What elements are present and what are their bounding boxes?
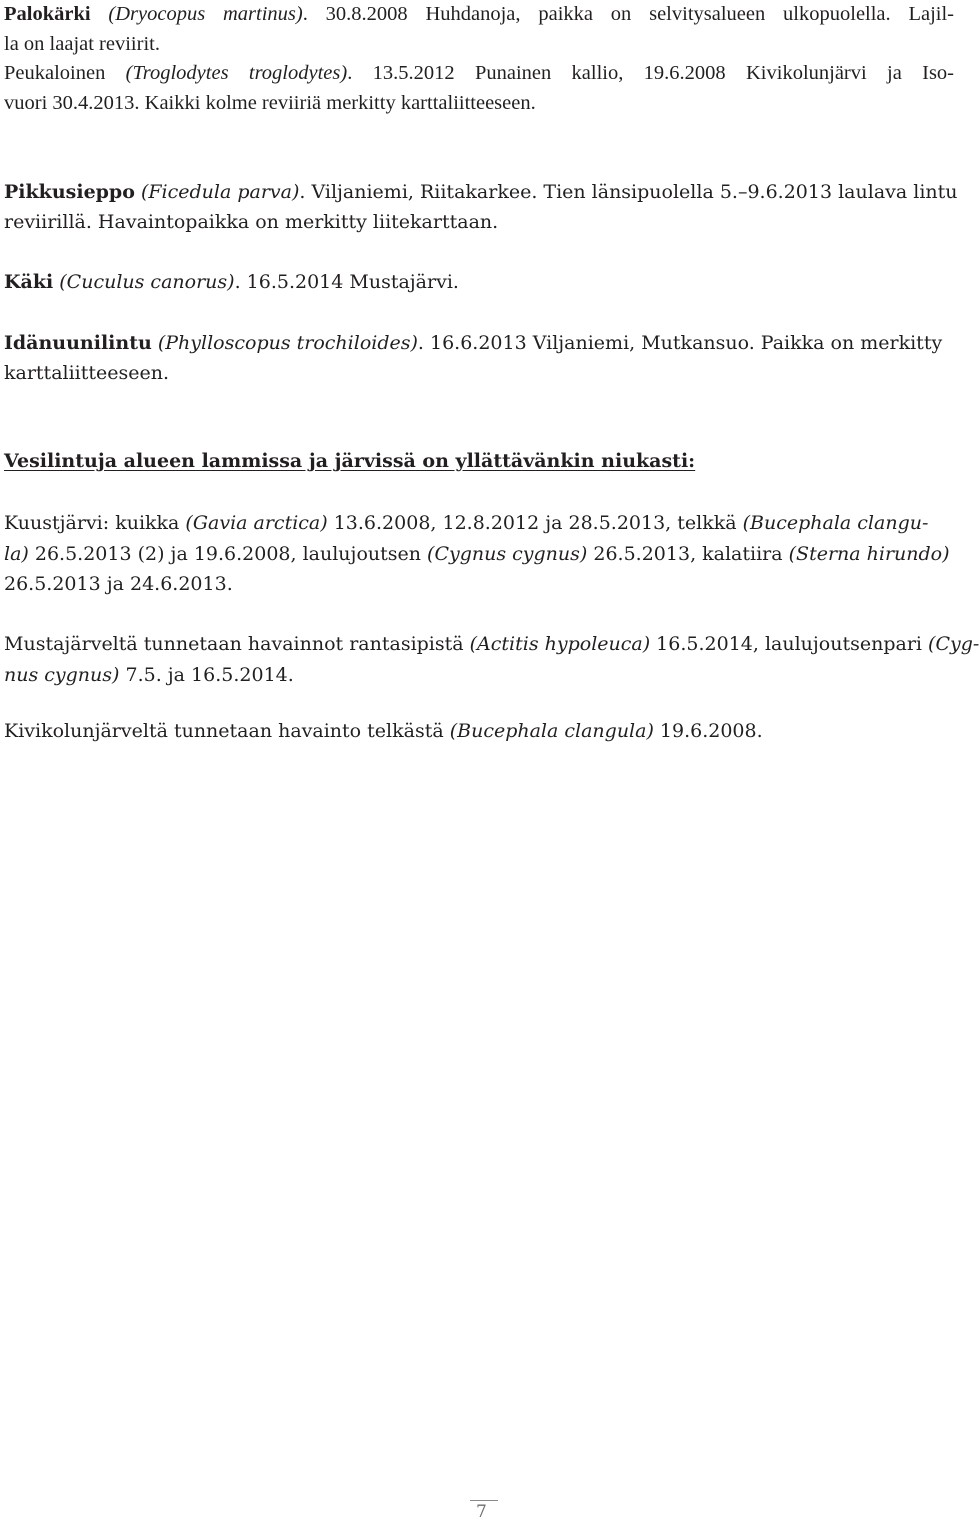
species-name: Palokärki	[4, 3, 91, 25]
paragraph-text: karttaliitteeseen.	[4, 362, 170, 384]
paragraph-text: 16.5.2014, laulujoutsenpari	[650, 633, 929, 655]
paragraph-text: 26.5.2013 ja 24.6.2013.	[4, 573, 233, 595]
paragraph-kuustjarvi	[4, 508, 954, 600]
species-name: Peukaloinen	[4, 62, 106, 84]
species-name: Käki	[4, 271, 54, 293]
paragraph-text: 19.6.2008.	[653, 720, 763, 742]
scientific-name: (Cyg-	[928, 633, 979, 655]
paragraph-text: la on laajat reviirit.	[4, 32, 160, 55]
scientific-name: (Bucephala clangula)	[449, 720, 654, 742]
scientific-name: (Actitis hypoleuca)	[469, 633, 651, 655]
scientific-name: (Ficedula parva)	[140, 181, 300, 203]
footer-divider	[470, 1500, 498, 1501]
paragraph-text: reviirillä. Havaintopaikka on merkitty liitekarttaan.	[4, 211, 499, 233]
paragraph-text: 7.5. ja 16.5.2014.	[119, 664, 294, 686]
species-name: Idänuunilintu	[4, 332, 152, 354]
paragraph-mustajarvi	[4, 629, 979, 691]
paragraph-text: vuori 30.4.2013. Kaikki kolme reviiriä merkitty karttaliitteeseen.	[4, 91, 536, 114]
paragraph-kivikolunjarvi	[4, 717, 954, 747]
scientific-name: nus cygnus)	[4, 664, 120, 686]
paragraph-text: Mustajärveltä tunnetaan havainnot rantasipistä	[4, 633, 470, 655]
paragraph-kaki	[4, 268, 954, 298]
paragraph-text: 13.6.2008, 12.8.2012 ja 28.5.2013, telkkä	[327, 512, 743, 534]
paragraph-text: . 16.5.2014 Mustajärvi.	[234, 271, 459, 293]
scientific-name: (Sterna hirundo)	[788, 542, 950, 565]
paragraph-text: . Viljaniemi, Riitakarkee. Tien länsipuolella 5.–9.6.2013 laulava lintu	[299, 181, 958, 203]
paragraph-text: 26.5.2013, kalatiira	[587, 542, 789, 565]
section-heading: Vesilintuja alueen lammissa ja järvissä on yllättävänkin niukasti:	[4, 450, 696, 472]
scientific-name: la)	[4, 542, 29, 565]
paragraph-text: Kivikolunjärveltä tunnetaan havainto telkästä	[4, 720, 450, 742]
paragraph-text: Kuustjärvi: kuikka	[4, 512, 186, 534]
paragraph-pikkusieppo	[4, 177, 958, 237]
scientific-name: (Phylloscopus trochiloides)	[157, 332, 418, 354]
paragraph-text: . 13.5.2012 Punainen kallio, 19.6.2008 Kivikolunjärvi ja Iso-	[347, 62, 955, 84]
paragraph-text: 26.5.2013 (2) ja 19.6.2008, laulujoutsen	[28, 542, 428, 565]
scientific-name: (Dryocopus martinus)	[108, 3, 303, 25]
page-number: 7	[476, 1502, 487, 1522]
scientific-name: (Troglodytes troglodytes)	[125, 62, 348, 84]
scientific-name: (Gavia arctica)	[185, 512, 328, 534]
scientific-name: (Cuculus canorus)	[59, 271, 235, 293]
species-name: Pikkusieppo	[4, 181, 135, 203]
scientific-name: (Bucephala clangu-	[742, 512, 929, 534]
paragraph-palokarki	[4, 0, 954, 59]
paragraph-text: . 16.6.2013 Viljaniemi, Mutkansuo. Paikka on merkitty	[417, 332, 943, 354]
paragraph-idanuunilintu	[4, 328, 954, 388]
scientific-name: (Cygnus cygnus)	[427, 542, 588, 565]
paragraph-peukaloinen	[4, 59, 954, 118]
paragraph-text: . 30.8.2008 Huhdanoja, paikka on selvitysalueen ulkopuolella. Lajil-	[302, 3, 954, 25]
